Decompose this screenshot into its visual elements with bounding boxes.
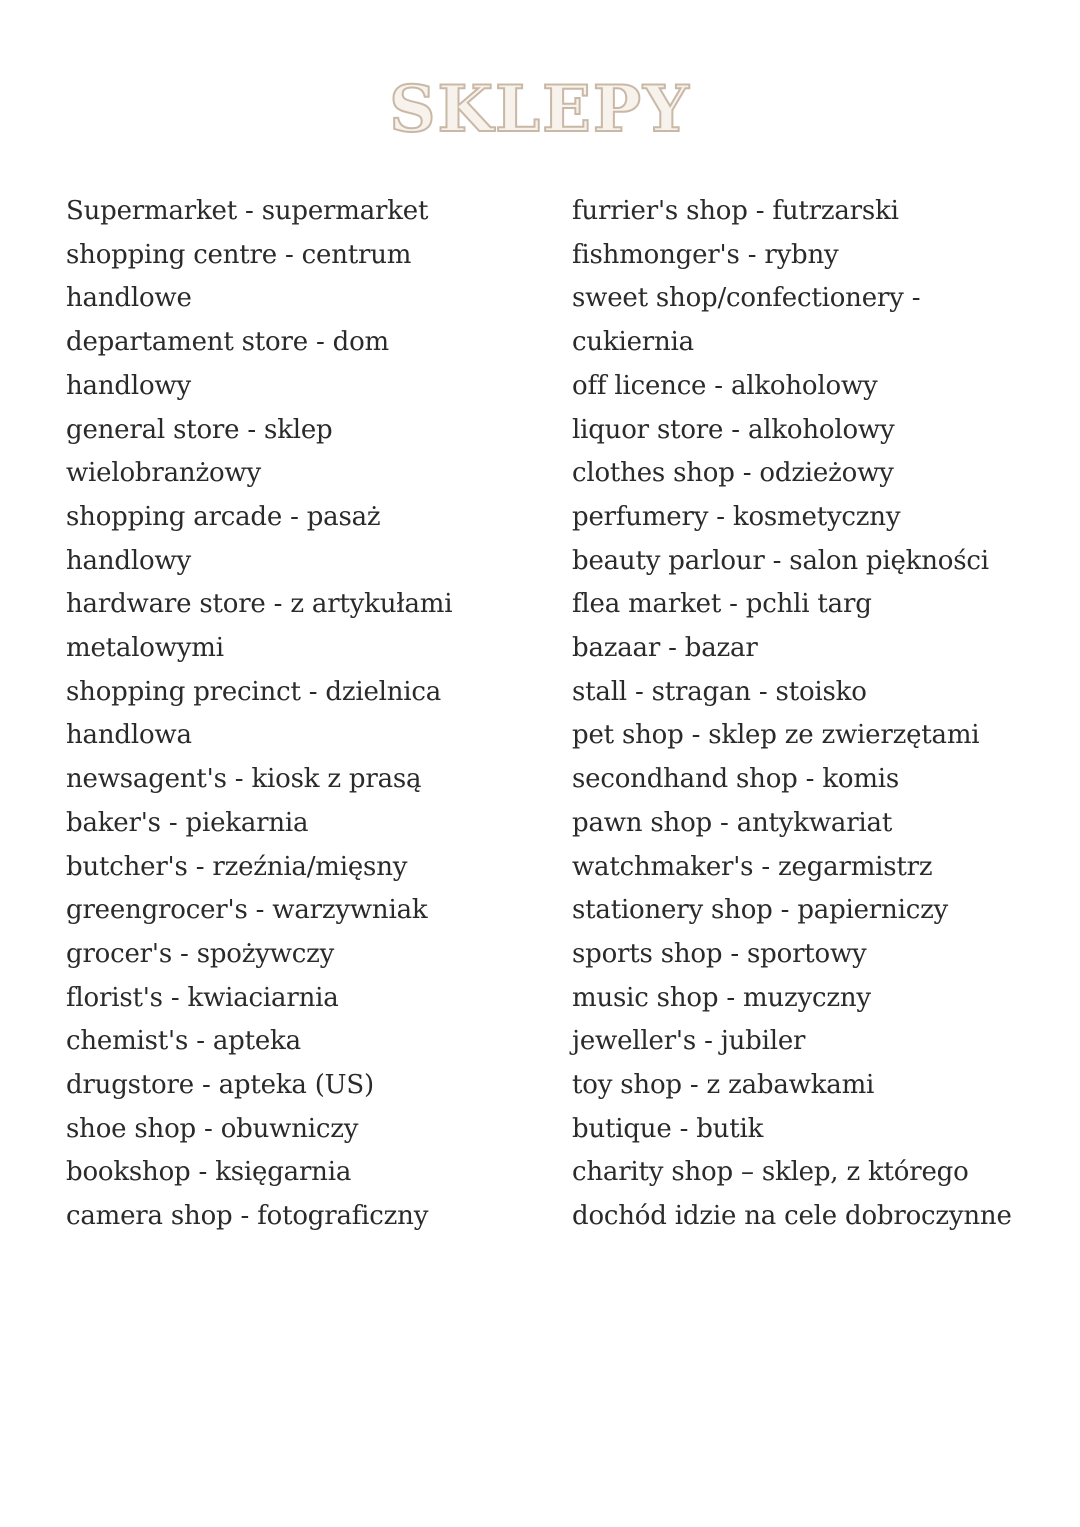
- vocabulary-line: toy shop - z zabawkami: [572, 1070, 875, 1101]
- vocabulary-line: drugstore - apteka (US): [66, 1070, 374, 1101]
- vocabulary-line: shoe shop - obuwniczy: [66, 1113, 359, 1144]
- vocabulary-list-right: [572, 190, 1072, 1239]
- vocabulary-line: greengrocer's - warzywniak: [66, 895, 428, 926]
- vocabulary-line: charity shop – sklep, z którego: [572, 1157, 969, 1188]
- vocabulary-line: liquor store - alkoholowy: [572, 414, 895, 445]
- vocabulary-line: cukiernia: [572, 327, 694, 358]
- vocabulary-line: off licence - alkoholowy: [572, 370, 878, 401]
- vocabulary-line: beauty parlour - salon piękności: [572, 545, 989, 576]
- page-title: SKLEPY: [389, 72, 691, 147]
- vocabulary-line: furrier's shop - futrzarski: [572, 196, 899, 226]
- vocabulary-line: bazaar - bazar: [572, 633, 758, 664]
- vocabulary-line: sports shop - sportowy: [572, 938, 867, 969]
- vocabulary-line: wielobranżowy: [66, 458, 261, 489]
- vocabulary-line: baker's - piekarnia: [66, 807, 309, 838]
- vocabulary-line: stationery shop - papierniczy: [572, 895, 949, 926]
- vocabulary-line: grocer's - spożywczy: [66, 938, 335, 969]
- vocabulary-line: butique - butik: [572, 1113, 764, 1144]
- vocabulary-line: perfumery - kosmetyczny: [572, 501, 901, 532]
- vocabulary-line: secondhand shop - komis: [572, 764, 900, 795]
- vocabulary-line: handlowy: [66, 370, 191, 401]
- vocabulary-line: flea market - pchli targ: [572, 589, 872, 620]
- vocabulary-line: stall - stragan - stoisko: [572, 676, 867, 707]
- vocabulary-line: camera shop - fotograficzny: [66, 1201, 429, 1232]
- vocabulary-line: shopping centre - centrum: [66, 239, 412, 270]
- vocabulary-line: bookshop - księgarnia: [66, 1157, 352, 1188]
- vocabulary-line: florist's - kwiaciarnia: [66, 982, 339, 1013]
- vocabulary-line: newsagent's - kiosk z prasą: [66, 764, 422, 795]
- vocabulary-line: chemist's - apteka: [66, 1026, 301, 1057]
- vocabulary-line: butcher's - rzeźnia/mięsny: [66, 851, 408, 882]
- vocabulary-line: handlowy: [66, 545, 191, 576]
- vocabulary-line: departament store - dom: [66, 327, 389, 358]
- vocabulary-line: handlowe: [66, 283, 192, 314]
- vocabulary-line: pawn shop - antykwariat: [572, 807, 893, 838]
- vocabulary-line: music shop - muzyczny: [572, 982, 871, 1013]
- vocabulary-line: Supermarket - supermarket: [66, 196, 429, 226]
- vocabulary-line: jeweller's - jubiler: [572, 1026, 806, 1057]
- vocabulary-line: shopping precinct - dzielnica: [66, 676, 442, 707]
- vocabulary-line: watchmaker's - zegarmistrz: [572, 851, 933, 882]
- vocabulary-line: pet shop - sklep ze zwierzętami: [572, 720, 980, 751]
- vocabulary-line: fishmonger's - rybny: [572, 239, 839, 270]
- vocabulary-line: dochód idzie na cele dobroczynne: [572, 1201, 1012, 1232]
- vocabulary-line: shopping arcade - pasaż: [66, 501, 381, 532]
- vocabulary-line: general store - sklep: [66, 414, 333, 445]
- vocabulary-list-left: [66, 190, 536, 1239]
- vocabulary-line: handlowa: [66, 720, 192, 751]
- vocabulary-line: clothes shop - odzieżowy: [572, 458, 894, 489]
- vocabulary-line: metalowymi: [66, 633, 224, 664]
- vocabulary-line: hardware store - z artykułami: [66, 589, 453, 620]
- vocabulary-line: sweet shop/confectionery -: [572, 283, 921, 314]
